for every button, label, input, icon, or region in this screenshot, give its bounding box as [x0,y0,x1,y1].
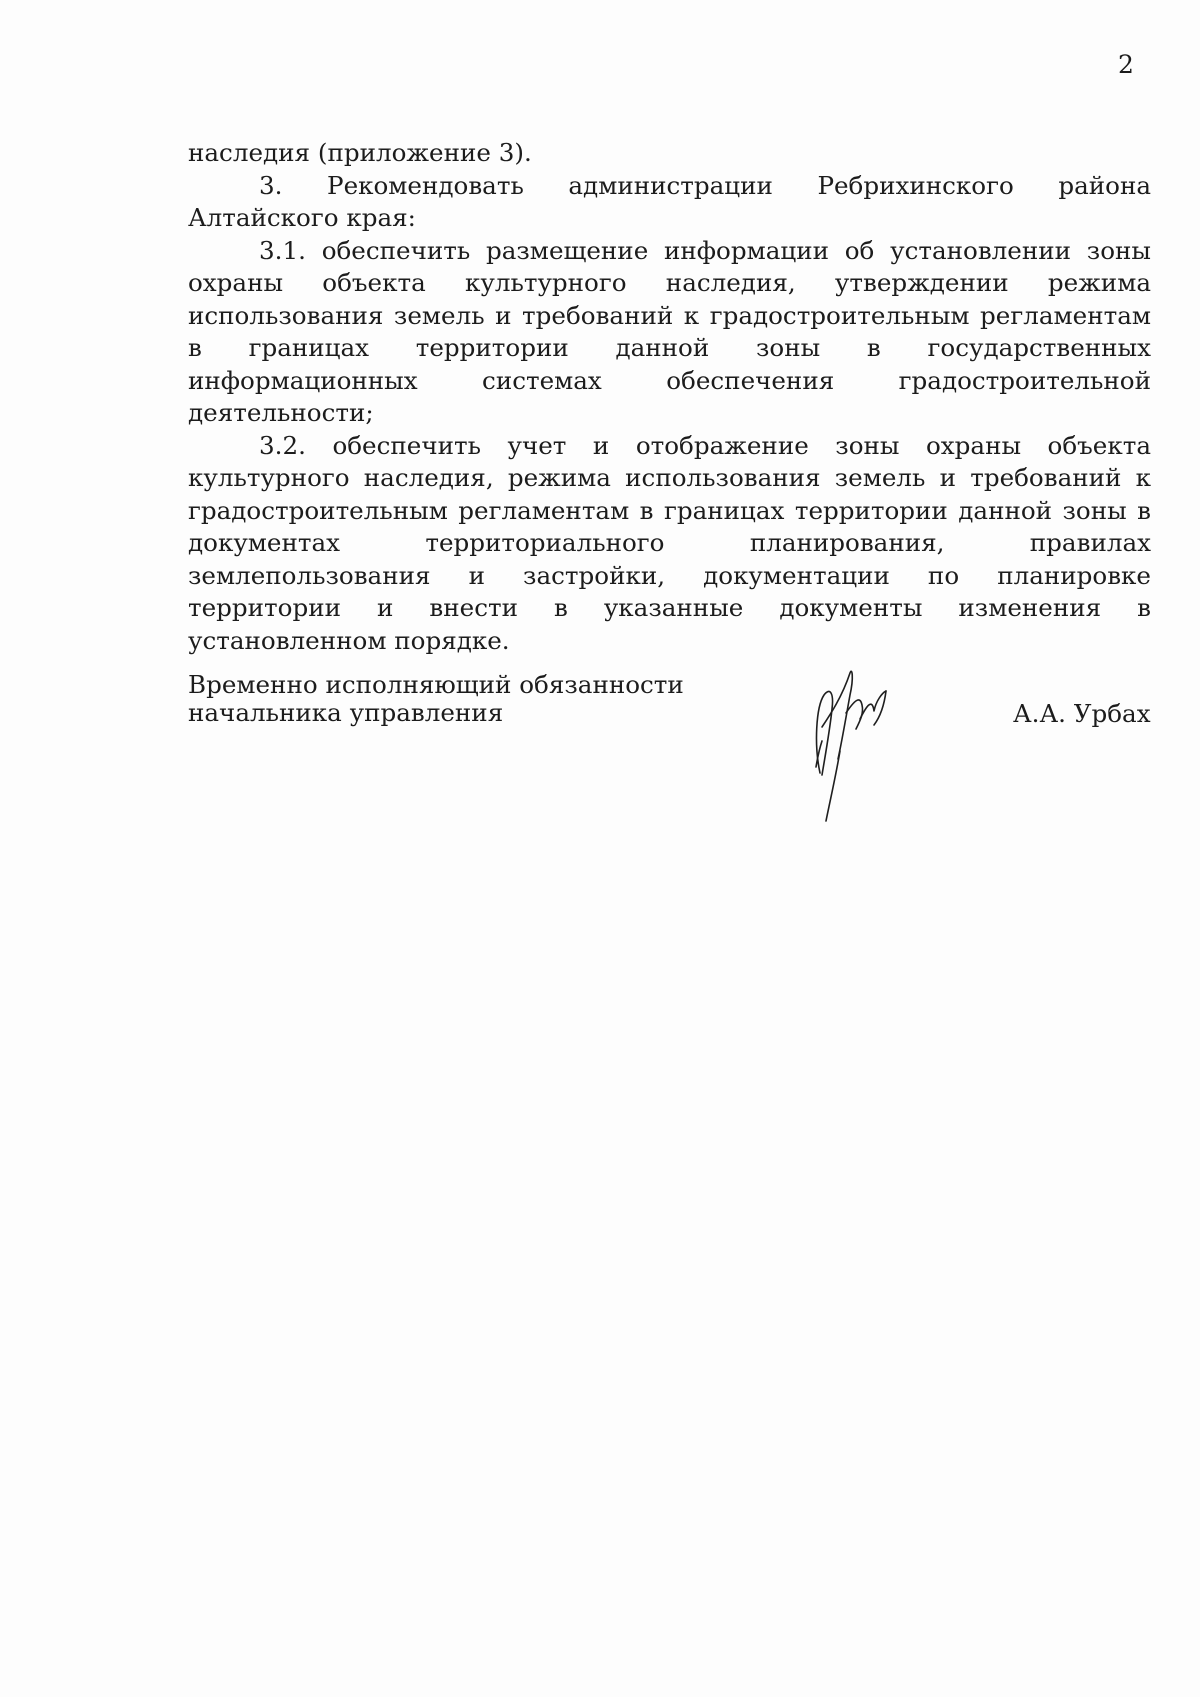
paragraph-item-3: 3. Рекомендовать администрации Ребрихинского района Алтайского края: [188,170,1151,232]
document-body [188,137,1151,657]
paragraph-item-3-1: 3.1. обеспечить размещение информации об установлении зоны охраны объекта культурного наследия, утверждении режима использования земель и требований к градостроительным регламентам в границах территории данной зоны в государственных информационных системах обеспечения градостроительной деятельности; [188,235,1151,427]
signatory-position-line1: Временно исполняющий обязанности [188,670,684,699]
handwritten-signature [800,655,910,825]
paragraph-continuation: наследия (приложение 3). [188,138,532,167]
paragraph-item-3-2: 3.2. обеспечить учет и отображение зоны охраны объекта культурного наследия, режима использования земель и требований к градостроительным регламентам в границах территории данной зоны в документах территориального планирования, правилах землепользования и застройки, документации по планировке территории и внести в указанные документы изменения в установленном порядке. [188,430,1151,655]
page-number: 2 [1118,50,1134,79]
signatory-position [188,671,684,727]
signatory-position-line2: начальника управления [188,698,504,727]
signer-name: А.А. Урбах [1013,699,1151,728]
